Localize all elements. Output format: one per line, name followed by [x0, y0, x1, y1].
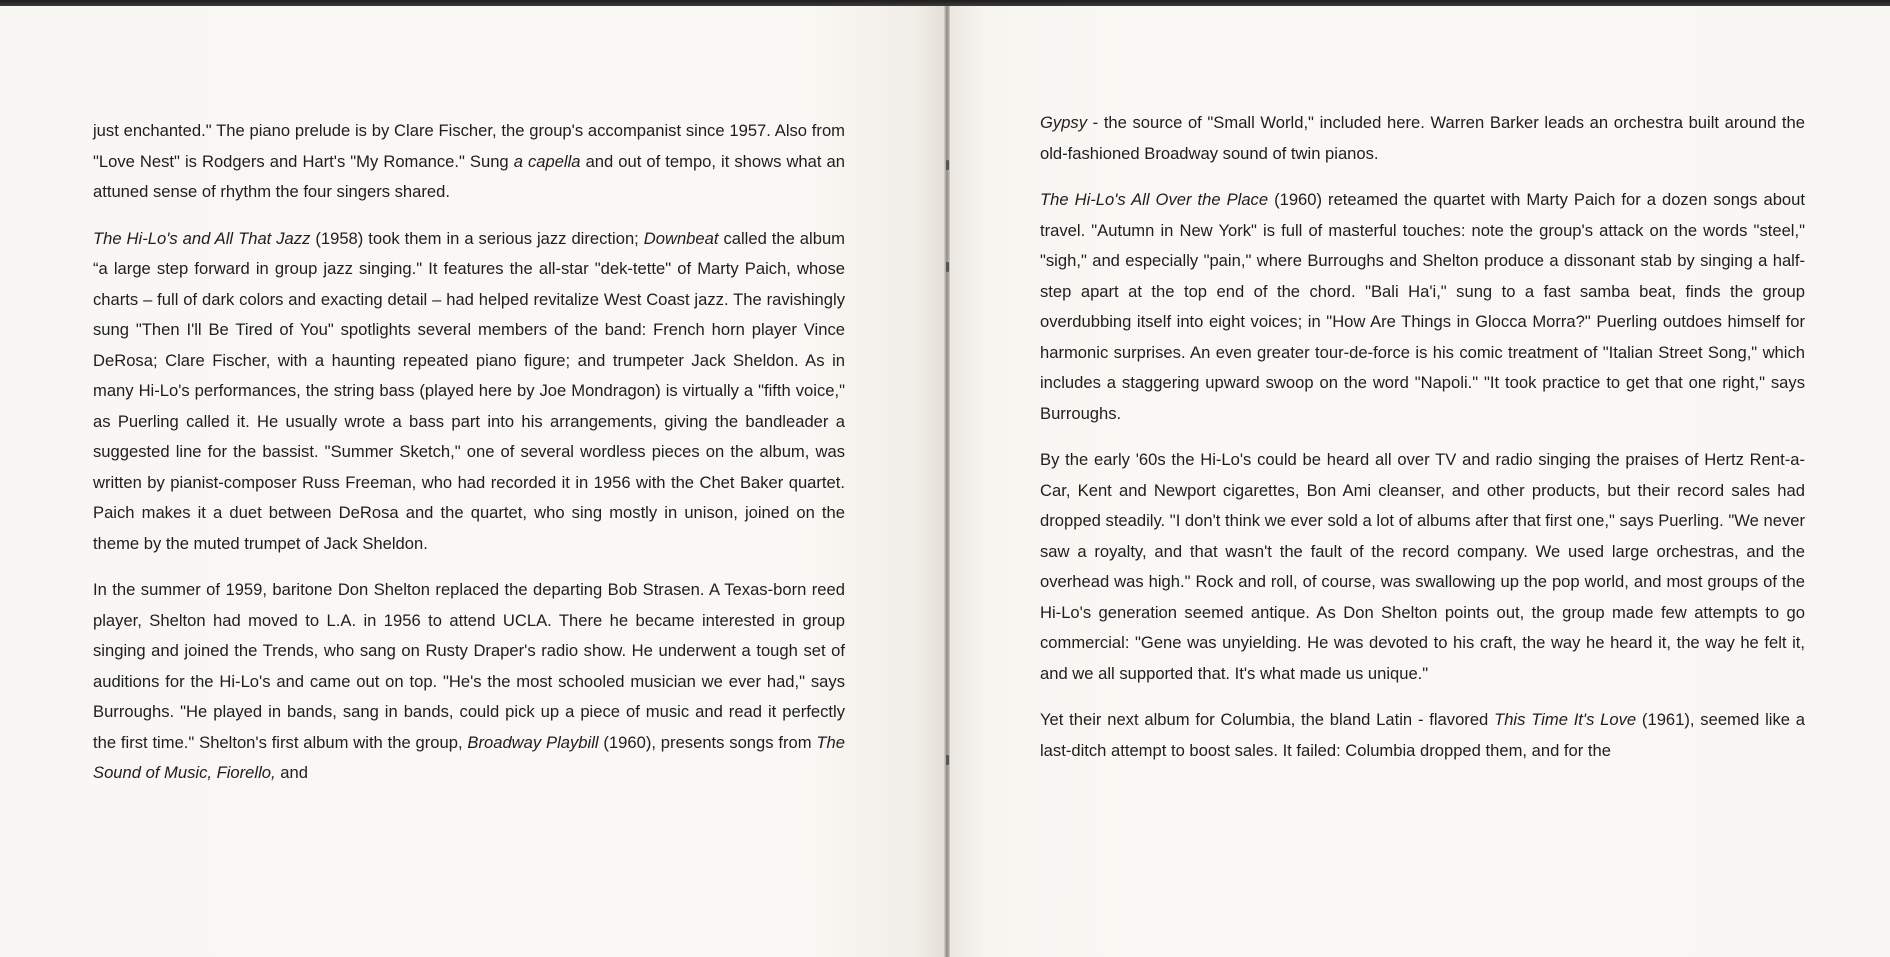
italic-text-run: This Time It's Love — [1494, 710, 1637, 729]
text-run: (1958) took them in a serious jazz direction; — [310, 228, 644, 248]
text-run: (1960) reteamed the quartet with Marty Paich for a dozen songs about travel. "Autumn in New York" is full of masterful touches: note the group's attack on the words "steel," "sigh," and especially "pain," where Burroughs and Shelton produce a dissonant stab by singing a half-step apart at the top end of the chord. "Bali Ha'i," sung to a fast samba beat, finds the group overdubbing itself into eight voices; in "How Are Things in Glocca Morra?" Puerling outdoes himself for harmonic surprises. An even greater tour-de-force is his comic treatment of "Italian Street Song," which includes a staggering upward swoop on the word "Napoli." "It took practice to get that one right," says Burroughs. — [1040, 190, 1805, 423]
italic-text-run: The Sound of Music, Fiorello, — [93, 732, 845, 782]
text-run: called the album “a large step forward in group jazz singing." It features the all-star "dek-tette" of Marty Paich, whose charts – full of dark colors and exacting detail – had helped revitalize West Coast jazz. The ravishingly sung "Then I'll Be Tired of You" spotlights several members of the band: French horn player Vince DeRosa; Clare Fischer, with a haunting repeated piano figure; and trumpeter Jack Sheldon. As in many Hi-Lo's performances, the string bass (played here by Joe Mondragon) is virtually a "fifth voice," as Puerling called it. He usually wrote a bass part into his arrangements, giving the bandleader a suggested line for the bassist. "Summer Sketch," one of several wordless pieces on the album, was written by pianist-composer Russ Freeman, who had recorded it in 1956 with the Chet Baker quartet. Paich makes it a duet between DeRosa and the quartet, who sing mostly in unison, joined on the theme by the muted trumpet of Jack Sheldon. — [93, 228, 845, 553]
staple-middle — [946, 262, 949, 272]
paragraph — [93, 224, 845, 560]
left-page — [0, 6, 944, 957]
italic-text-run: Gypsy — [1040, 113, 1088, 132]
text-run: By the early '60s the Hi-Lo's could be heard all over TV and radio singing the praises of Hertz Rent-a-Car, Kent and Newport cigarettes, Bon Ami cleanser, and other products, but their record sales had dropped steadily. "I don't think we ever sold a lot of albums after that first one," says Puerling. "We never saw a royalty, and that wasn't the fault of the record company. We used large orchestras, and the overhead was high." Rock and roll, of course, was swallowing up the pop world, and most groups of the Hi-Lo's generation seemed antique. As Don Shelton points out, the group made few attempts to go commercial: "Gene was unyielding. He was devoted to his craft, the way he heard it, the way he felt it, and we all supported that. It's what made us unique." — [1040, 450, 1805, 683]
paragraph — [93, 116, 845, 208]
italic-text-run: a capella — [513, 151, 581, 171]
staple-top — [946, 160, 949, 170]
text-run: Yet their next album for Columbia, the bland Latin - flavored — [1040, 710, 1495, 729]
text-run: - the source of "Small World," included here. Warren Barker leads an orchestra built around the old-fashioned Broadway sound of twin pianos. — [1040, 113, 1805, 163]
text-run: (1961), seemed like a last-ditch attempt to boost sales. It failed: Columbia dropped them, and for the — [1040, 710, 1806, 760]
right-page — [950, 6, 1890, 957]
text-run: (1960), presents songs from — [598, 732, 817, 752]
italic-text-run: The Hi-Lo's All Over the Place — [1040, 190, 1269, 209]
italic-text-run: Downbeat — [643, 228, 719, 248]
paragraph — [1040, 705, 1805, 766]
italic-text-run: The Hi-Lo's and All That Jazz — [93, 228, 311, 248]
text-run: In the summer of 1959, baritone Don Shelton replaced the departing Bob Strasen. A Texas-born reed player, Shelton had moved to L.A. in 1956 to attend UCLA. There he became interested in group singing and joined the Trends, who sang on Rusty Draper's radio show. He underwent a tough set of auditions for the Hi-Lo's and came out on top. "He's the most schooled musician we ever had," says Burroughs. "He played in bands, sang in bands, could pick up a piece of music and read it perfectly the first time." Shelton's first album with the group, — [93, 580, 845, 752]
paragraph — [1040, 185, 1805, 429]
right-page-text — [1040, 108, 1805, 782]
left-page-text — [93, 116, 845, 805]
text-run: and — [275, 763, 308, 782]
text-run: and out of tempo, it shows what an attuned sense of rhythm the four singers shared. — [93, 151, 845, 201]
paragraph — [93, 575, 845, 789]
paragraph — [1040, 108, 1805, 169]
paragraph — [1040, 445, 1805, 689]
staple-bottom — [946, 755, 949, 765]
text-run: just enchanted." The piano prelude is by Clare Fischer, the group's accompanist since 1957. Also from "Love Nest" is Rodgers and Hart's "My Romance." Sung — [93, 121, 845, 171]
italic-text-run: Broadway Playbill — [467, 732, 599, 752]
